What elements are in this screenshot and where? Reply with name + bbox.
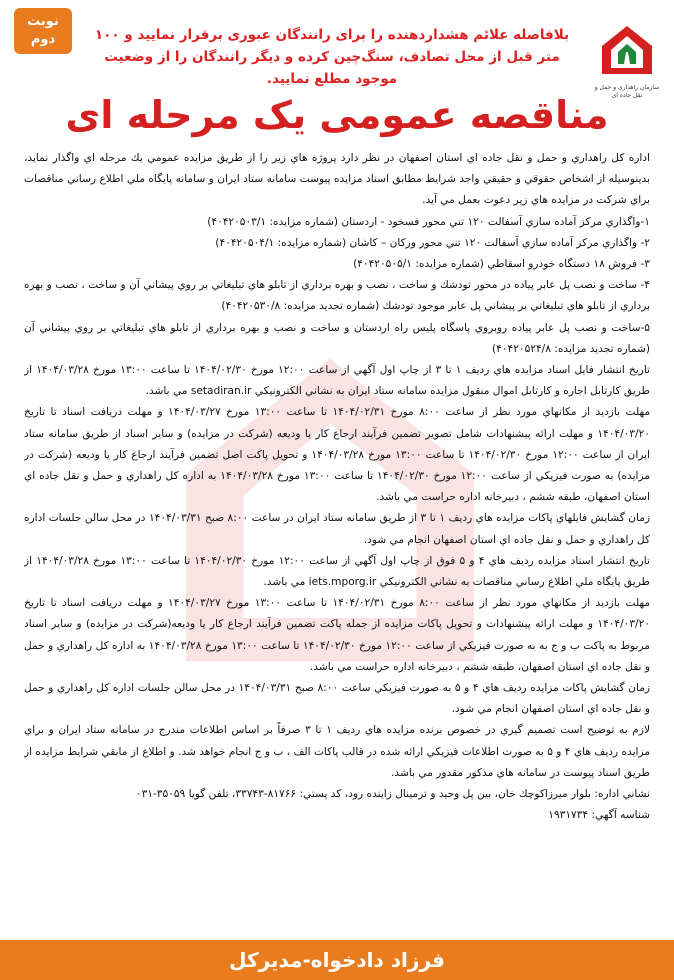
body-paragraph: زمان گشايش فايلهاي پاكات مزايده هاي رديف ۱ تا ۳ از طريق سامانه ستاد ايران در ساعت ۸:۰۰ صبح ۱۴۰۴/۰۳/۳۱ در محل سالن جلسات اداره كل راهداري و حمل و نقل جاده اي استان اصفهان انجام مي شود. <box>24 512 650 546</box>
page-title: مناقصه عمومی یک مرحله ای <box>65 93 609 137</box>
address-line: نشاني اداره: بلوار ميرزاكوچك خان، بين پل وحيد و ترمينال زاينده رود، كد پستي: ۸۱۷۶۶-۳۳۷۴۳، تلفن گويا ۳۵۰۵۹-۰۳۱ <box>135 788 650 801</box>
body-paragraph: لازم به توضيح است تصميم گيري در خصوص برنده مزايده هاي رديف ۱ تا ۳ صرفاً بر اساس اطلاعات مندرج در سامانه ستاد ايران و براي مزايده رديف هاي ۴ و ۵ به صورت اطلاعات فيزيكي ارائه شده در قالب پاكات الف ، ب و ج انجام خواهد شد. و اطلاع از مابقي شرايط مزايده از طريق اسناد پيوست در سامانه هاي مذكور مقدور مي باشد. <box>24 724 650 779</box>
road-maintenance-logo <box>594 22 660 99</box>
body-paragraph: تاريخ انتشار اسناد مزايده رديف هاي ۴ و ۵ فوق از چاپ اول آگهي از ساعت ۱۲:۰۰ مورخ ۱۴۰۴/۰۲/۳۰ تا ساعت ۱۳:۰۰ مورخ ۱۴۰۴/۰۳/۲۸ از طريق پايگاه ملي اطلاع رساني مناقصات به نشاني الكترونيكي iets.mporg.ir مي باشد. <box>24 554 650 589</box>
body-paragraph: مهلت بازديد از مكانهاي مورد نظر از ساعت ۸:۰۰ مورخ ۱۴۰۴/۰۲/۳۱ تا ساعت ۱۳:۰۰ مورخ ۱۴۰۴/۰۳/۲۷ و مهلت دريافت اسناد تا تاريخ ۱۴۰۴/۰۳/۲۰ و مهلت ارائه پيشنهادات و تحويل پاكات مزايده از جمله پاكت تضمين فرآيند ارجاع كار يا وديعه(شركت در مزايده) و ساير اسناد مربوط به پاكت ب و ج به به صورت فيزيكي از ساعت ۱۲:۰۰ مورخ ۱۴۰۴/۰۲/۳۰ تا ساعت ۱۳:۰۰ مورخ ۱۴۰۴/۰۳/۲۸ به اداره كل راهداري و حمل و نقل جاده اي استان اصفهان، طبقه ششم ، دبيرخانه اداره حراست مي باشد. <box>24 597 650 673</box>
body-paragraph: زمان گشايش پاكات مزايده رديف هاي ۴ و ۵ به صورت فيزيكي ساعت ۸:۰۰ صبح ۱۴۰۴/۰۳/۳۱ در محل سالن جلسات اداره كل راهداري و حمل و نقل جاده اي استان اصفهان انجام مي شود. <box>24 682 650 716</box>
insertion-badge <box>14 8 72 54</box>
body-paragraph: مهلت بازديد از مكانهاي مورد نظر از ساعت ۸:۰۰ مورخ ۱۴۰۴/۰۲/۳۱ تا ساعت ۱۳:۰۰ مورخ ۱۴۰۴/۰۳/۲۷ و مهلت دريافت اسناد تا تاريخ ۱۴۰۴/۰۳/۲۰ و مهلت ارائه پيشنهادات شامل تصوير تضمين فرآيند ارجاع كار يا وديعه (شركت در مزايده) و ساير اسناد از طريق سامانه ستاد ايران از ساعت ۱۲:۰۰ مورخ ۱۴۰۴/۰۲/۳۰ تا ساعت ۱۳:۰۰ مورخ ۱۴۰۴/۰۳/۲۸ و تحويل پاكت اصل تضمين فرآيند ارجاع كار يا وديعه (شركت در مزايده) به صورت فيزيكي از ساعت ۱۲:۰۰ مورخ ۱۴۰۴/۰۲/۳۰ تا ساعت ۱۳:۰۰ مورخ ۱۴۰۴/۰۳/۲۸ به اداره كل راهداري و حمل و نقل جاده اي استان اصفهان، طبقه ششم ، دبيرخانه اداره حراست مي باشد. <box>24 406 650 504</box>
ad-id-line: شناسه آگهي: ۱۹۳۱۷۳۴ <box>548 809 650 822</box>
organization-logo-icon <box>596 22 658 78</box>
list-item: ۵-ساخت و نصب پل عابر پياده روبروي پاسگاه پليس راه اردستان و ساخت و نصب و بهره برداري از تابلو هاي تبليغاتي بر روي پيشاني آن (شماره تجديد مزايده: ۴۰۴۲۰۵۲۴/۸) <box>24 321 650 355</box>
list-item: ۳- فروش ۱۸ دستگاه خودرو اسقاطي (شماره مزايده: ۴۰۴۲۰۵۰۵/۱) <box>353 258 650 271</box>
intro-paragraph: اداره کل راهداري و حمل و نقل جاده اي استان اصفهان در نظر دارد پروژه هاي زير را از طريق مزايده عمومي يك مرحله اي واگذار نمايد، بدينوسيله از اشخاص حقوقي و حقيقي واجد شرايط مطابق اسناد مزايده پيوست سامانه ستاد ايران و سامانه پايگاه ملي اطلاع رساني مناقصات براي شركت در مزايده هاي زير دعوت بعمل مي آيد. <box>24 152 650 207</box>
notice-body <box>24 148 650 932</box>
logo-caption: سازمان راهداری و حمل و نقل جاده ای <box>594 84 660 99</box>
signatory-name: فرزاد دادخواه-مديركل <box>229 948 445 972</box>
list-item: ۴- ساخت و نصب پل عابر پياده در محور تودشك و ساخت ، نصب و بهره برداري از تابلو هاي تبليغاتي بر روي پيشاني آن و ساخت ، نصب و بهره برداري از تابلو هاي تبليغاتي بر پيشاني پل عابر موجود تودشك (شماره تجديد مزايده: ۴۰۴۲۰۵۳۰/۸) <box>24 279 650 313</box>
signature-footer <box>0 940 674 980</box>
insertion-badge-label: نوبت دوم <box>27 14 59 47</box>
list-item: ۱-واگذاري مركز آماده سازي آسفالت ۱۲۰ تني محور فسخود - اردستان (شماره مزايده: ۴۰۴۲۰۵۰۳/۱) <box>207 215 650 228</box>
list-item: ۲- واگذاري مركز آماده سازي آسفالت ۱۲۰ تني محور وركان – كاشان (شماره مزايده: ۴۰۴۲۰۵۰۴/۱) <box>215 236 650 249</box>
safety-warning: بلافاصله علائم هشداردهنده را برای رانندگان عبوری برقرار نمایید و ۱۰۰ متر قبل از محل تصادف، سنگ‌چین کرده و دیگر رانندگان را از وضعیت موجود مطلع نمایید. <box>94 27 570 87</box>
body-paragraph: تاريخ انتشار فايل اسناد مزايده هاي رديف ۱ تا ۳ از چاپ اول آگهي از ساعت ۱۲:۰۰ مورخ ۱۴۰۴/۰۲/۳۰ تا ساعت ۱۳:۰۰ مورخ ۱۴۰۴/۰۳/۲۸ از طريق كارتابل اجاره و كارتابل اموال منقول مزايده سامانه ستاد ايران به نشاني الكترونيكي setadiran.ir مي باشد. <box>24 364 650 398</box>
